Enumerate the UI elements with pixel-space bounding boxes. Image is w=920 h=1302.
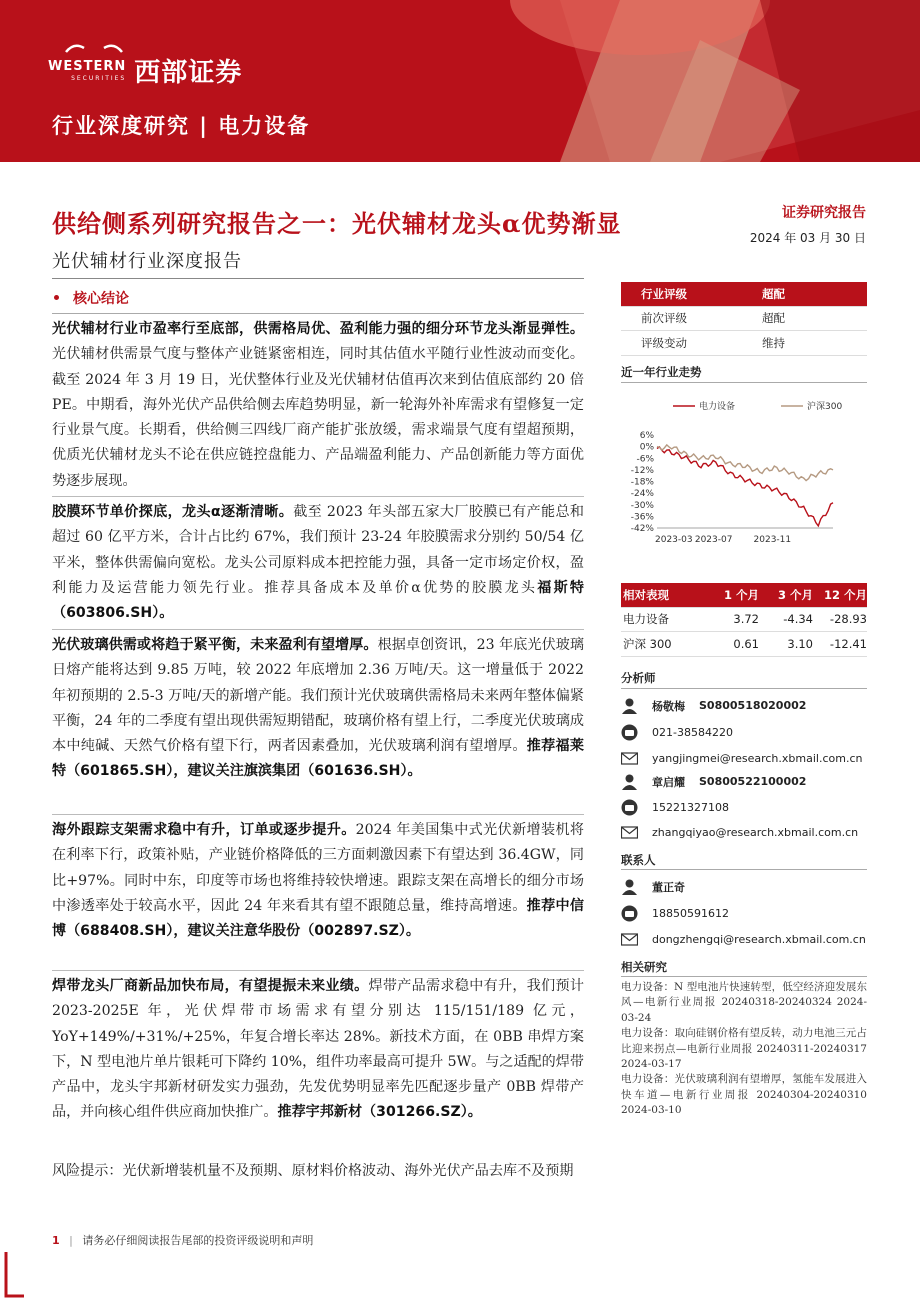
analysts-heading: 分析师 xyxy=(621,671,656,685)
related-item[interactable]: 电力设备：光伏玻璃利润有望增厚，氢能车发展进入快车道—电新行业周报 20240304-20240310 2024-03-10 xyxy=(621,1073,867,1117)
paragraph-1: 光伏辅材行业市盈率行至底部，供需格局优、盈利能力强的细分环节龙头渐显弹性。光伏辅材供需景气度与整体产业链紧密相连，同时其估值水平随行业性波动而变化。截至 2024 年 3 月 19 日，光伏整体行业及光伏辅材估值再次来到估值底部约 20 倍 PE。中期看，海外光伏产品供给侧去库趋势明显，新一轮海外补库需求有望修复一定行业景气度。长期看，供给侧三四线厂商产能扩张放缓，需求端景气度有望超预期，优质光伏辅材龙头不论在供应链控盘能力、产品端盈利能力、产品创新能力等方面优势逐步展现。 xyxy=(52,321,584,489)
banner-subtitle: 行业深度研究 | 电力设备 xyxy=(52,114,311,138)
rating-table xyxy=(621,282,867,356)
contact-phone-row: 18850591612 xyxy=(621,905,729,922)
trend-chart xyxy=(621,386,867,548)
disclaimer-text: 请务必仔细阅读报告尾部的投资评级说明和声明 xyxy=(82,1234,314,1247)
legend-label: 电力设备 xyxy=(699,402,736,412)
email-icon xyxy=(621,824,638,841)
person-icon xyxy=(621,878,638,895)
logo-en-sub: SECURITIES xyxy=(71,74,127,82)
y-tick-label: -12% xyxy=(630,465,654,476)
analyst-email-row: zhangqiyao@research.xbmail.com.cn xyxy=(621,824,858,841)
x-tick-label: 2023-11 xyxy=(753,535,792,545)
paragraph-divider xyxy=(52,496,584,497)
series-line xyxy=(657,445,833,481)
person-icon xyxy=(621,773,638,790)
x-tick-label: 2023-03 xyxy=(655,535,693,545)
legend-label: 沪深300 xyxy=(807,402,843,412)
paragraph-divider xyxy=(52,814,584,815)
logo-en: WESTERN xyxy=(48,58,127,74)
y-tick-label: -18% xyxy=(630,477,654,488)
core-divider xyxy=(52,313,584,314)
series-line xyxy=(657,447,833,526)
email-icon xyxy=(621,750,638,767)
rating-row: 行业评级 超配 xyxy=(621,282,867,307)
trend-chart-title: 近一年行业走势 xyxy=(621,365,702,379)
paragraph-4: 海外跟踪支架需求稳中有升，订单或逐步提升。2024 年美国集中式光伏新增装机将在利率下行，政策补贴，产业链价格降低的三方面刺激因素下有望达到 36.4GW，同比+97%。同时中东，印度等市场也将维持较快增速。跟踪支架在高增长的细分市场中渗透率处于较高水平，因此 24 年来看其有望不跟随总量，维持高增速。推荐中信博（688408.SH），建议关注意华股份（002897.SZ）。 xyxy=(52,822,585,940)
analyst-name-row: 杨敬梅 S0800518020002 xyxy=(621,697,806,714)
report-date: 2024 年 03 月 30 日 xyxy=(749,231,866,245)
phone-icon xyxy=(621,905,638,922)
phone-icon xyxy=(621,799,638,816)
analysts-divider xyxy=(621,688,867,689)
email-icon xyxy=(621,931,638,948)
analyst-phone-row: 15221327108 xyxy=(621,799,729,816)
performance-row: 电力设备 3.72 -4.34 -28.93 xyxy=(621,608,867,633)
y-tick-label: -42% xyxy=(630,524,654,534)
phone-icon xyxy=(621,724,638,741)
paragraph-3: 光伏玻璃供需或将趋于紧平衡，未来盈利有望增厚。根据卓创资讯，23 年底光伏玻璃日熔产能将达到 9.85 万吨，较 2022 年底增加 2.36 万吨/天。这一增量低于 2022 年初预期的 2.5-3 万吨/天的新增产能。我们预计光伏玻璃供需格局未来两年整体偏紧平衡，24 年的二季度有望出现供需短期错配，玻璃价格有望上行，二季度光伏玻璃成本中纯碱、天然气价格有望下行，两者因素叠加，光伏玻璃利润有望增厚。推荐福莱特（601865.SH），建议关注旗滨集团（601636.SH）。 xyxy=(52,637,585,780)
page-number: 1 xyxy=(52,1234,60,1247)
contact-name-row: 董正奇 xyxy=(621,878,685,895)
related-heading: 相关研究 xyxy=(621,960,667,974)
y-tick-label: -6% xyxy=(636,454,654,465)
company-logo xyxy=(48,52,242,89)
analyst-email-row: yangjingmei@research.xbmail.com.cn xyxy=(621,750,862,767)
related-item[interactable]: 电力设备：取向硅钢价格有望反转，动力电池三元占比迎来拐点—电新行业周报 20240311-20240317 2024-03-17 xyxy=(621,1027,867,1071)
analyst-phone-row: 021-38584220 xyxy=(621,724,733,741)
header-banner xyxy=(0,0,920,162)
related-divider xyxy=(621,976,867,977)
y-tick-label: 0% xyxy=(639,442,654,453)
related-list xyxy=(621,980,867,1119)
performance-header-row: 相对表现 1 个月 3 个月 12 个月 xyxy=(621,583,867,608)
paragraph-divider xyxy=(52,970,584,971)
performance-row: 沪深 300 0.61 3.10 -12.41 xyxy=(621,632,867,657)
rating-row: 评级变动 维持 xyxy=(621,331,867,356)
y-tick-label: -30% xyxy=(630,500,654,511)
core-conclusion-heading: 核心结论 xyxy=(52,288,129,308)
y-tick-label: 6% xyxy=(639,431,654,441)
bullet-icon xyxy=(54,295,59,300)
page-footer: 1 | 请务必仔细阅读报告尾部的投资评级说明和声明 xyxy=(52,1234,314,1247)
contact-divider xyxy=(621,869,867,870)
trend-chart-svg xyxy=(621,386,867,548)
corner-decoration xyxy=(0,1252,24,1302)
risk-note: 风险提示：光伏新增装机量不及预期、原材料价格波动、海外光伏产品去库不及预期 xyxy=(52,1163,574,1179)
analyst-name-row: 章启耀 S0800522100002 xyxy=(621,773,806,790)
rating-row: 前次评级 超配 xyxy=(621,307,867,332)
performance-table xyxy=(621,583,867,657)
paragraph-2: 胶膜环节单价探底，龙头α逐渐清晰。截至 2023 年头部五家大厂胶膜已有产能总和超过 60 亿平方米，合计占比约 67%，我们预计 23-24 年胶膜需求分别约 50/54 亿平米，整体供需偏向宽松。龙头公司原料成本把控能力强，具备一定市场定价权，盈利能力及运营能力领先行业。推荐具备成本及单价α优势的胶膜龙头福斯特（603806.SH）。 xyxy=(52,504,584,622)
person-icon xyxy=(621,697,638,714)
report-type: 证券研究报告 xyxy=(782,205,866,221)
report-title: 供给侧系列研究报告之一：光伏辅材龙头α优势渐显 xyxy=(52,209,622,238)
x-tick-label: 2023-07 xyxy=(694,535,733,545)
paragraph-divider xyxy=(52,629,584,630)
related-item[interactable]: 电力设备：N 型电池片快速转型，低空经济迎发展东风—电新行业周报 20240318-20240324 2024-03-24 xyxy=(621,981,867,1024)
logo-cn: 西部证券 xyxy=(134,58,243,88)
title-divider xyxy=(52,278,584,279)
y-tick-label: -24% xyxy=(630,489,654,500)
chart-divider xyxy=(621,382,867,383)
contact-heading: 联系人 xyxy=(621,853,656,867)
paragraph-5: 焊带龙头厂商新品加快布局，有望提振未来业绩。焊带产品需求稳中有升，我们预计 2023-2025E 年，光伏焊带市场需求有望分别达 115/151/189 亿元，YoY+149%/+31%/+25%，年复合增长率达 28%。新技术方面，在 0BB 串焊方案下，N 型电池片单片银耗可下降约 10%，组件功率最高可提升 5W。与之适配的焊带产品中，龙头宇邦新材研发实力强劲，先发优势明显率先匹配逐步量产 0BB 焊带产品，并向核心组件供应商加快推广。推荐宇邦新材（301266.SZ）。 xyxy=(52,978,585,1121)
report-subtitle: 光伏辅材行业深度报告 xyxy=(52,251,242,272)
y-tick-label: -36% xyxy=(630,512,654,523)
contact-email-row: dongzhengqi@research.xbmail.com.cn xyxy=(621,931,866,948)
